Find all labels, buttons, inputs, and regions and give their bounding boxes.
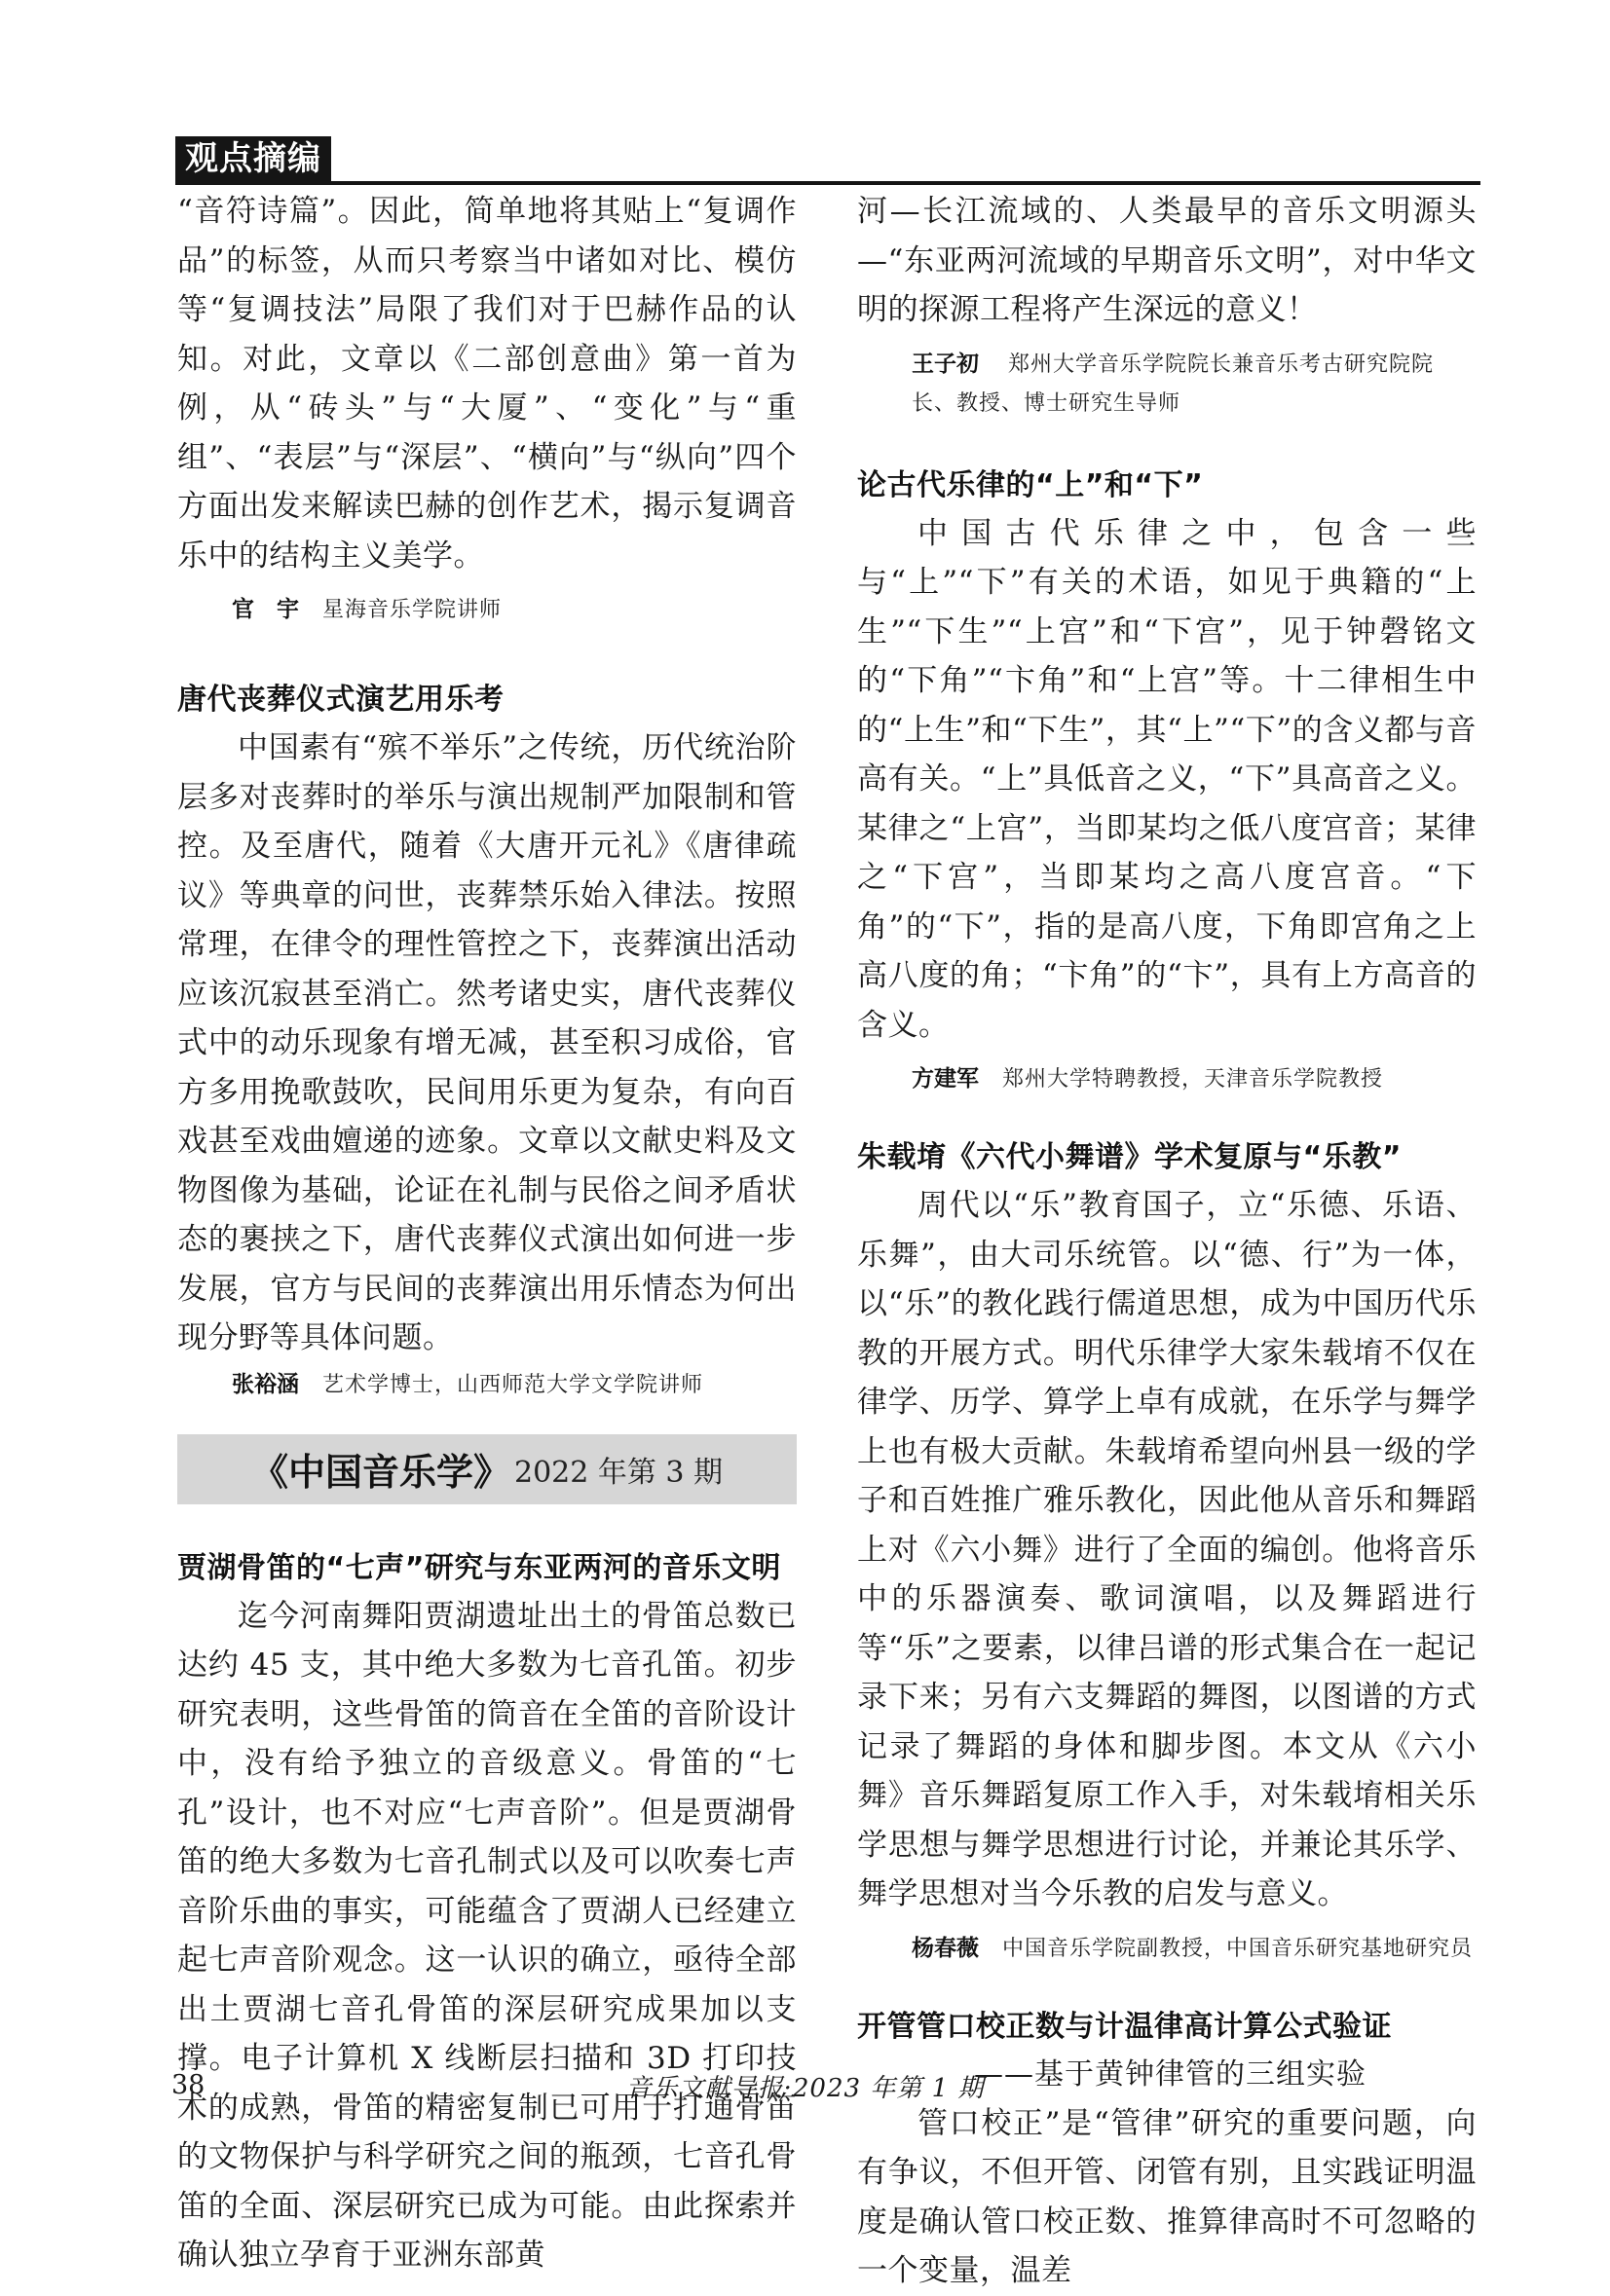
journal-banner bbox=[177, 1434, 797, 1504]
author-role: 郑州大学特聘教授，天津音乐学院教授 bbox=[1002, 1067, 1384, 1092]
author-role: 星海音乐学院讲师 bbox=[322, 598, 503, 622]
author-byline bbox=[857, 1059, 1477, 1099]
author-name: 方建军 bbox=[912, 1066, 979, 1092]
journal-name: 《中国音乐学》 bbox=[250, 1451, 510, 1494]
author-name: 王子初 bbox=[912, 351, 979, 377]
article-abstract: 中国素有“殡不举乐”之传统，历代统治阶层多对丧葬时的举乐与演出规制严加限制和管控。及至唐代，随着《大唐开元礼》《唐律疏议》等典章的问世，丧葬禁乐始入律法。按照常理，在律令的理性管控之下，丧葬演出活动应该沉寂甚至消亡。然考诸史实，唐代丧葬仪式中的动乐现象有增无减，甚至积习成俗，官方多用挽歌鼓吹，民间用乐更为复杂，有向百戏甚至戏曲嬗递的迹象。文章以文献史料及文物图像为基础，论证在礼制与民俗之间矛盾状态的裹挟之下，唐代丧葬仪式演出如何进一步发展，官方与民间的丧葬演出用乐情态为何出现分野等具体问题。 bbox=[177, 730, 797, 1355]
header-rule bbox=[175, 181, 1480, 185]
article-subtitle: ——基于黄钟律管的三组实验 bbox=[974, 2056, 1367, 2092]
author-name: 杨春薇 bbox=[912, 1935, 979, 1961]
article-title: 开管管口校正数与计温律高计算公式验证 bbox=[857, 2009, 1392, 2044]
left-column bbox=[177, 187, 797, 2280]
article-abstract: 中国古代乐律之中，包含一些与“上”“下”有关的术语，如见于典籍的“上生”“下生”“上宫”和“下宫”，见于钟磬铭文的“下角”“卞角”和“上宫”等。十二律相生中的“上生”和“下生”，其“上”“下”的含义都与音高有关。“上”具低音之义，“下”具高音之义。某律之“上宫”，当即某均之低八度宫音；某律之“下宫”，当即某均之高八度宫音。“下角”的“下”，指的是高八度，下角即宫角之上高八度的角；“卞角”的“卞”，具有上方高音的含义。 bbox=[857, 515, 1478, 1043]
running-footer: 音乐文献导报·2023 年第 1 期 bbox=[625, 2074, 985, 2103]
article-abstract: 管口校正”是“管律”研究的重要问题，向有争议，不但开管、闭管有别，且实践证明温度是确认管口校正数、推算律高时不可忽略的一个变量，温差 bbox=[857, 2105, 1477, 2288]
author-byline bbox=[857, 345, 1477, 424]
author-byline bbox=[177, 590, 797, 630]
author-role: 中国音乐学院副教授，中国音乐研究基地研究员 bbox=[1002, 1936, 1474, 1961]
author-role: 郑州大学音乐学院院长兼音乐考古研究院院长、教授、博士研究生导师 bbox=[912, 352, 1435, 416]
journal-issue: 2022 年第 3 期 bbox=[513, 1455, 724, 1490]
author-byline bbox=[177, 1365, 797, 1405]
article-title: 唐代丧葬仪式演艺用乐考 bbox=[177, 683, 505, 717]
article-abstract: 周代以“乐”教育国子，立“乐德、乐语、乐舞”，由大司乐统管。以“德、行”为一体，以“乐”的教化践行儒道思想，成为中国历代乐教的开展方式。明代乐律学大家朱载堉不仅在律学、历学、算学上卓有成就，在乐学与舞学上也有极大贡献。朱载堉希望向州县一级的学子和百姓推广雅乐教化，因此他从音乐和舞蹈上对《六小舞》进行了全面的编创。他将音乐中的乐器演奏、歌词演唱，以及舞蹈进行等“乐”之要素，以律吕谱的形式集合在一起记录下来；另有六支舞蹈的舞图，以图谱的方式记录了舞蹈的身体和脚步图。本文从《六小舞》音乐舞蹈复原工作入手，对朱载堉相关乐学思想与舞学思想进行讨论，并兼论其乐学、舞学思想对当今乐教的启发与意义。 bbox=[857, 1188, 1477, 1911]
article-abstract: 迄今河南舞阳贾湖遗址出土的骨笛总数已达约 45 支，其中绝大多数为七音孔笛。初步研究表明，这些骨笛的筒音在全笛的音阶设计中，没有给予独立的音级意义。骨笛的“七孔”设计，也不对应“七声音阶”。但是贾湖骨笛的绝大多数为七音孔制式以及可以吹奏七声音阶乐曲的事实，可能蕴含了贾湖人已经建立起七声音阶观念。这一认识的确立，亟待全部出土贾湖七音孔骨笛的深层研究成果加以支撑。电子计算机 X 线断层扫描和 3D 打印技术的成熟，骨笛的精密复制已可用于打通骨笛的文物保护与科学研究之间的瓶颈，七音孔骨笛的全面、深层研究已成为可能。由此探索并确认独立孕育于亚洲东部黄 bbox=[177, 1598, 797, 2273]
continued-paragraph: 河—长江流域的、人类最早的音乐文明源头—“东亚两河流域的早期音乐文明”，对中华文明的探源工程将产生深远的意义！ bbox=[857, 194, 1477, 327]
page-number: 38 bbox=[171, 2070, 206, 2100]
right-column bbox=[857, 187, 1477, 2296]
article-title: 朱载堉《六代小舞谱》学术复原与“乐教” bbox=[857, 1140, 1402, 1174]
article-title: 论古代乐律的“上”和“下” bbox=[857, 467, 1204, 502]
author-role: 艺术学博士，山西师范大学文学院讲师 bbox=[322, 1372, 704, 1397]
section-header-tag: 观点摘编 bbox=[175, 136, 331, 181]
continued-paragraph: “音符诗篇”。因此，简单地将其贴上“复调作品”的标签，从而只考察当中诸如对比、模仿等“复调技法”局限了我们对于巴赫作品的认知。对此，文章以《二部创意曲》第一首为例，从“砖头”与“大厦”、“变化”与“重组”、“表层”与“深层”、“横向”与“纵向”四个方面出发来解读巴赫的创作艺术，揭示复调音乐中的结构主义美学。 bbox=[177, 194, 797, 574]
author-byline bbox=[857, 1929, 1477, 1969]
article-title: 贾湖骨笛的“七声”研究与东亚两河的音乐文明 bbox=[177, 1550, 781, 1585]
author-name: 张裕涵 bbox=[232, 1371, 299, 1397]
author-name: 官 宇 bbox=[232, 597, 299, 622]
